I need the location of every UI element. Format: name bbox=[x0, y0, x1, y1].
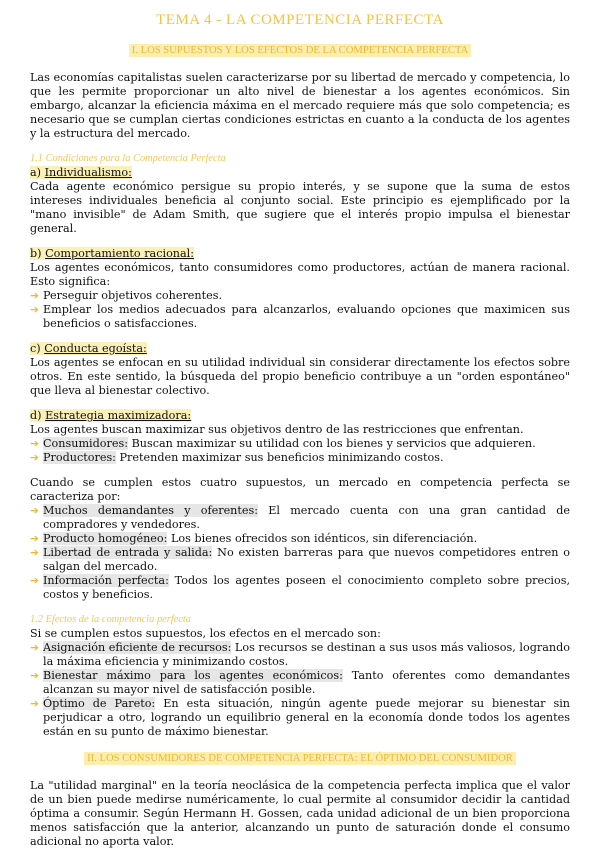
list-item: ➔ Emplear los medios adecuados para alcanzarlos, evaluando opciones que maximicen sus beneficios o satisfacciones. bbox=[30, 303, 570, 330]
item-b-label bbox=[30, 247, 570, 261]
item-a-text: Cada agente económico persigue su propio interés, y se supone que la suma de estos intereses individuales beneficia al conjunto social. Este principio es ejemplificado por la "mano invisible" de Adam Smith, que sugiere que el interés propio impulsa el bienestar general. bbox=[30, 180, 570, 235]
arrow-right-icon: ➔ bbox=[30, 505, 39, 517]
list-item: ➔ Información perfecta: Todos los agentes poseen el conocimiento completo sobre precios, costos y beneficios. bbox=[30, 574, 571, 601]
conditions-list bbox=[30, 504, 570, 602]
arrow-right-icon: ➔ bbox=[30, 290, 39, 302]
section-heading-2-text: II. LOS CONSUMIDORES DE COMPETENCIA PERFECTA: EL ÓPTIMO DEL CONSUMIDOR bbox=[84, 752, 516, 765]
arrow-right-icon: ➔ bbox=[30, 698, 39, 710]
item-c-text: Los agentes se enfocan en su utilidad individual sin considerar directamente los efectos sobre otros. En este sentido, la búsqueda del propio beneficio contribuye a un "orden espontáneo" que lleva al bienestar colectivo. bbox=[30, 356, 570, 397]
section-heading-1 bbox=[30, 38, 570, 57]
intro-paragraph: Las economías capitalistas suelen caracterizarse por su libertad de mercado y competencia, lo que les permite proporcionar un alto nivel de bienestar a los agentes económicos. Sin embargo, alcanzar la eficiencia máxima en el mercado requiere más que solo competencia; es necesario que se cumplan ciertas condiciones estrictas en cuanto a la conducta de los agentes y la estructura del mercado. bbox=[30, 71, 570, 140]
item-c-title: Conducta egoísta: bbox=[44, 342, 147, 355]
list-item: ➔ Producto homogéneo: Los bienes ofrecidos son idénticos, sin diferenciación. bbox=[30, 532, 478, 545]
item-c-prefix: c) bbox=[30, 342, 45, 355]
subheading-1-2: 1.2 Efectos de la competencia perfecta bbox=[30, 614, 191, 625]
arrow-right-icon: ➔ bbox=[30, 547, 39, 559]
section-2-paragraph: La "utilidad marginal" en la teoría neoclásica de la competencia perfecta implica que el valor de un bien puede medirse numéricamente, lo cual permite al consumidor decidir la cantidad óptima a consumir. Según Hermann H. Gossen, cada unidad adicional de un bien proporciona menos satisfacción que la anterior, alcanzando un punto de saturación donde el consumo adicional no aporta valor. bbox=[30, 779, 570, 848]
item-a-title: Individualismo: bbox=[44, 166, 132, 179]
section-heading-1-text: I. LOS SUPUESTOS Y LOS EFECTOS DE LA COMPETENCIA PERFECTA bbox=[129, 44, 471, 57]
list-item: ➔ Productores: Pretenden maximizar sus beneficios minimizando costos. bbox=[30, 451, 444, 464]
item-d-prefix: d) bbox=[30, 409, 46, 422]
list-item: ➔ Bienestar máximo para los agentes económicos: Tanto oferentes como demandantes alcanzan su mayor nivel de satisfacción posible. bbox=[30, 669, 570, 696]
item-d-title: Estrategia maximizadora: bbox=[45, 409, 192, 422]
effects-list bbox=[30, 641, 570, 739]
item-b-text: Los agentes económicos, tanto consumidores como productores, actúan de manera racional. Esto significa: bbox=[30, 261, 570, 288]
arrow-right-icon: ➔ bbox=[30, 452, 39, 464]
list-item: ➔ Asignación eficiente de recursos: Los recursos se destinan a sus usos más valiosos, logrando la máxima eficiencia y minimizando costos. bbox=[30, 641, 570, 668]
conditions-intro: Cuando se cumplen estos cuatro supuestos, un mercado en competencia perfecta se caracteriza por: bbox=[30, 476, 570, 503]
arrow-right-icon: ➔ bbox=[30, 670, 39, 682]
item-c-label bbox=[30, 342, 570, 356]
item-d-bullets bbox=[30, 437, 570, 465]
item-b-title: Comportamiento racional: bbox=[45, 247, 195, 260]
item-b-bullets bbox=[30, 289, 570, 331]
arrow-right-icon: ➔ bbox=[30, 533, 39, 545]
item-a-prefix: a) bbox=[30, 166, 45, 179]
item-d-text: Los agentes buscan maximizar sus objetivos dentro de las restricciones que enfrentan. bbox=[30, 423, 524, 436]
section-heading-2 bbox=[30, 746, 570, 765]
item-d-label bbox=[30, 409, 570, 423]
effects-intro: Si se cumplen estos supuestos, los efectos en el mercado son: bbox=[30, 627, 381, 640]
list-item: ➔ Óptimo de Pareto: En esta situación, ningún agente puede mejorar su bienestar sin perjudicar a otro, logrando un equilibrio general en la economía donde todos los agentes están en su punto de máximo bienestar. bbox=[30, 697, 571, 738]
item-a-label bbox=[30, 166, 570, 180]
list-item: ➔ Perseguir objetivos coherentes. bbox=[30, 289, 223, 302]
page-title: TEMA 4 - LA COMPETENCIA PERFECTA bbox=[156, 12, 444, 28]
arrow-right-icon: ➔ bbox=[30, 438, 39, 450]
subheading-1-1: 1.1 Condiciones para la Competencia Perfecta bbox=[30, 153, 226, 164]
list-item: ➔ Libertad de entrada y salida: No existen barreras para que nuevos competidores entren o salgan del mercado. bbox=[30, 546, 570, 573]
arrow-right-icon: ➔ bbox=[30, 642, 39, 654]
arrow-right-icon: ➔ bbox=[30, 575, 39, 587]
item-b-prefix: b) bbox=[30, 247, 46, 260]
arrow-right-icon: ➔ bbox=[30, 304, 39, 316]
list-item: ➔ Muchos demandantes y oferentes: El mercado cuenta con una gran cantidad de compradores y vendedores. bbox=[30, 504, 570, 531]
list-item: ➔ Consumidores: Buscan maximizar su utilidad con los bienes y servicios que adquieren. bbox=[30, 437, 536, 450]
